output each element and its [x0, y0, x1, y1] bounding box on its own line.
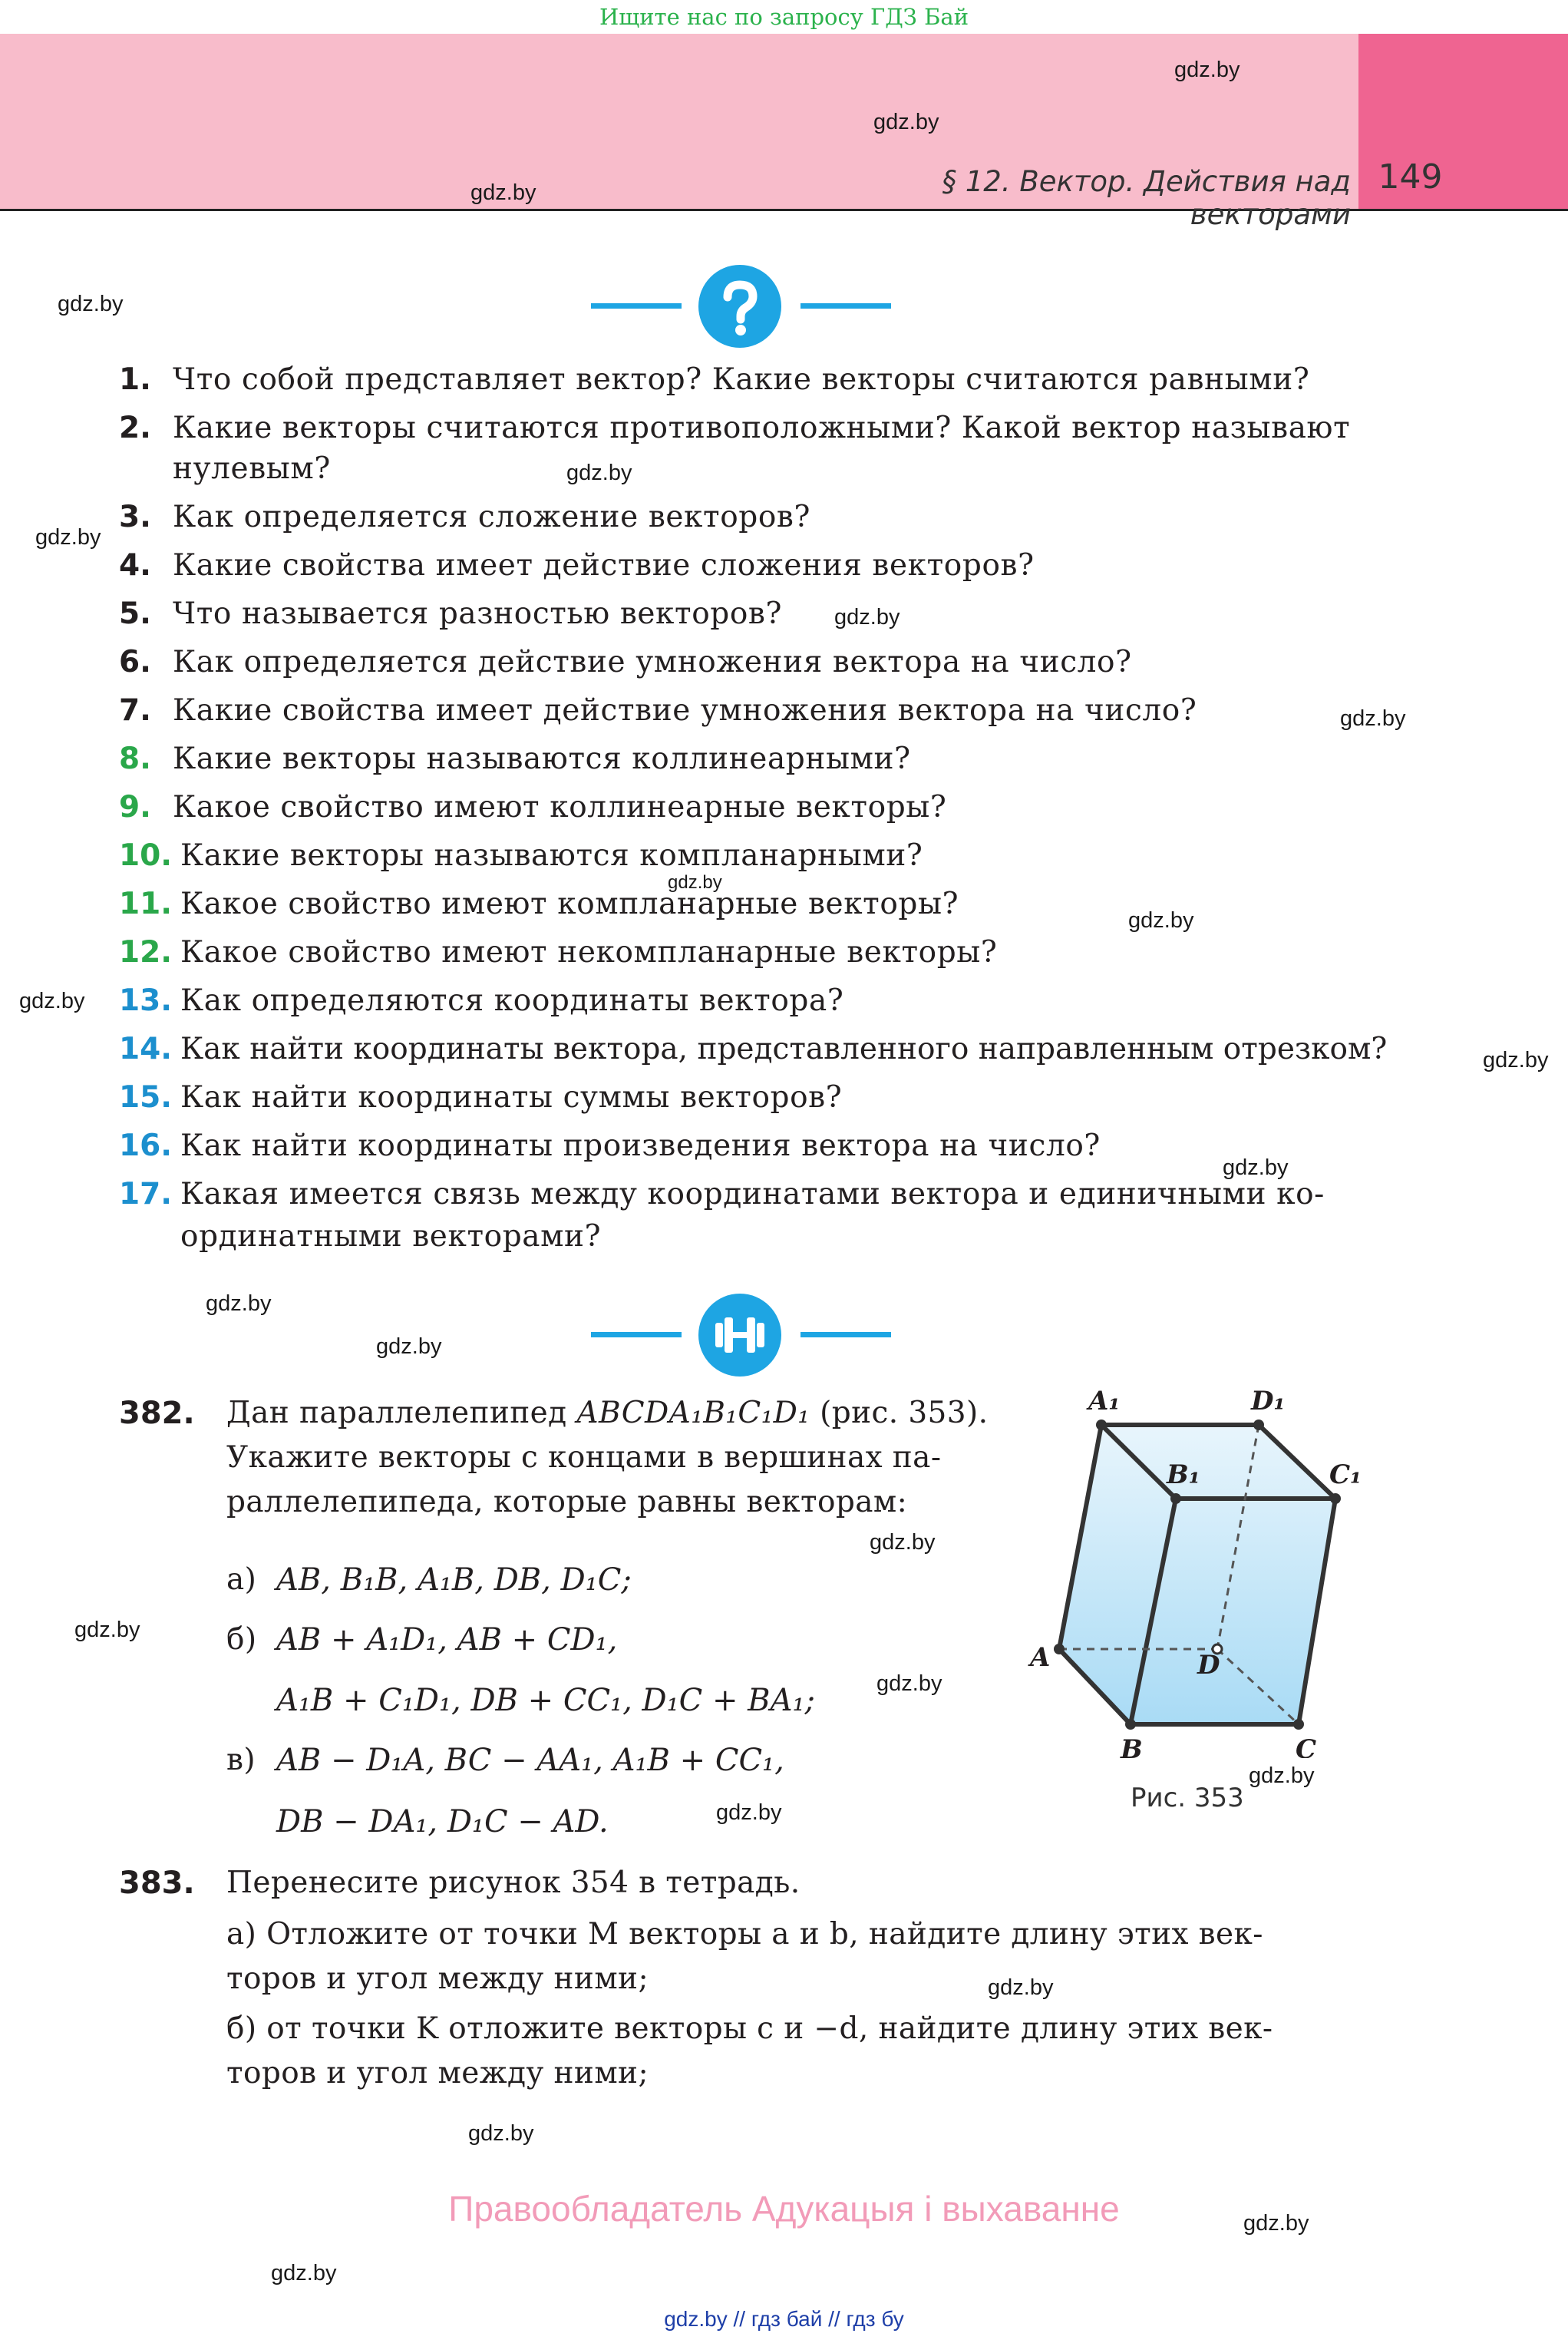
footer-links[interactable]: gdz.by // гдз бай // гдз бу: [664, 2307, 904, 2331]
divider-left: [591, 1332, 682, 1337]
watermark: gdz.by: [876, 1671, 942, 1696]
exercise-text: торов и угол между ними;: [226, 1962, 649, 1996]
exercise-number: 382.: [119, 1396, 195, 1431]
watermark: gdz.by: [271, 2261, 337, 2285]
exercise-number: 383.: [119, 1866, 195, 1901]
watermark: gdz.by: [470, 180, 536, 205]
question-number: 10.: [119, 838, 173, 873]
watermark: gdz.by: [873, 110, 939, 134]
question-number: 9.: [119, 790, 151, 825]
question-mark-icon: [698, 265, 781, 348]
watermark: gdz.by: [1483, 1048, 1549, 1072]
vertex-label: A: [1030, 1642, 1051, 1673]
dumbbell-icon: [698, 1294, 781, 1377]
figure-caption: Рис. 353: [1131, 1783, 1244, 1813]
divider-right: [801, 303, 891, 309]
question-text: Как определяется сложение векторов?: [173, 500, 810, 534]
watermark: gdz.by: [468, 2121, 534, 2146]
exercise-text: Перенесите рисунок 354 в тетрадь.: [226, 1866, 801, 1900]
watermark: gdz.by: [566, 461, 632, 485]
question-text: Какие свойства имеет действие умножения вектора на число?: [173, 693, 1197, 728]
question-number: 2.: [119, 411, 151, 445]
exercise-text: а) Отложите от точки M векторы a и b, найдите длину этих век-: [226, 1917, 1263, 1952]
watermark: gdz.by: [376, 1334, 442, 1359]
watermark: gdz.by: [58, 292, 124, 316]
question-text: Как найти координаты произведения вектора на число?: [180, 1129, 1101, 1163]
question-number: 14.: [119, 1032, 173, 1066]
vertex-point: [1170, 1493, 1181, 1504]
page-number: 149: [1378, 157, 1443, 197]
item-label: а): [226, 1562, 257, 1597]
vertex-label: C₁: [1329, 1459, 1362, 1490]
exercise-text-end: (рис. 353).: [810, 1396, 989, 1430]
watermark: gdz.by: [870, 1530, 936, 1555]
watermark: gdz.by: [35, 525, 101, 550]
vector-expression: AB − D₁A, BC − AA₁, A₁B + CC₁,: [276, 1743, 784, 1778]
exercise-text: б) от точки K отложите векторы c и −d, найдите длину этих век-: [226, 2011, 1273, 2046]
watermark: gdz.by: [19, 989, 85, 1013]
question-text: Что называется разностью векторов?: [173, 597, 783, 631]
question-number: 16.: [119, 1129, 173, 1163]
question-number: 17.: [119, 1177, 173, 1211]
vertex-label: A₁: [1088, 1386, 1121, 1416]
vertex-point: [1330, 1493, 1341, 1504]
vector-expression: AB + A₁D₁, AB + CD₁,: [276, 1622, 618, 1658]
parallelepiped-figure: [1013, 1374, 1366, 1758]
watermark: gdz.by: [1128, 908, 1194, 933]
question-number: 5.: [119, 597, 151, 631]
question-number: 15.: [119, 1080, 173, 1115]
watermark: gdz.by: [206, 1291, 272, 1316]
question-text: нулевым?: [173, 451, 331, 486]
vector-expression: AB, B₁B, A₁B, DB, D₁C;: [276, 1562, 632, 1598]
question-number: 11.: [119, 887, 173, 921]
watermark: gdz.by: [1243, 2211, 1309, 2236]
item-label: б): [226, 1622, 257, 1657]
vertex-label: C: [1296, 1734, 1317, 1758]
watermark: gdz.by: [716, 1800, 782, 1825]
question-number: 1.: [119, 362, 151, 397]
question-text: ординатными векторами?: [180, 1219, 602, 1254]
question-text: Какое свойство имеют коллинеарные векторы?: [173, 790, 947, 825]
exercise-text: Укажите векторы с концами в вершинах па-: [226, 1440, 942, 1475]
section-title: § 12. Вектор. Действия над векторами: [942, 165, 1351, 231]
divider-left: [591, 303, 682, 309]
vertex-label: D: [1197, 1650, 1220, 1681]
vertex-point: [1125, 1719, 1136, 1730]
exercise-text: [226, 1396, 988, 1430]
watermark: gdz.by: [988, 1975, 1054, 2000]
question-text: Какие векторы считаются противоположными? Какой вектор называют: [173, 411, 1351, 445]
vertex-label: D₁: [1251, 1386, 1286, 1416]
question-text: Что собой представляет вектор? Какие векторы считаются равными?: [173, 362, 1310, 397]
item-label: в): [226, 1743, 256, 1777]
question-text: Какое свойство имеют компланарные векторы?: [180, 887, 959, 921]
vector-expression: A₁B + C₁D₁, DB + CC₁, D₁C + BA₁;: [276, 1683, 815, 1718]
question-number: 12.: [119, 935, 173, 970]
vertex-point: [1096, 1420, 1107, 1430]
question-text: Какие свойства имеет действие сложения векторов?: [173, 548, 1035, 583]
question-number: 4.: [119, 548, 151, 583]
vertex-point: [1293, 1719, 1304, 1730]
question-number: 7.: [119, 693, 151, 728]
divider-right: [801, 1332, 891, 1337]
copyright-notice: Правообладатель Адукацыя і выхаванне: [448, 2189, 1120, 2229]
watermark: gdz.by: [1223, 1155, 1289, 1180]
question-text: Какие векторы называются компланарными?: [180, 838, 923, 873]
question-text: Как определяются координаты вектора?: [180, 983, 844, 1018]
exercise-text: торов и угол между ними;: [226, 2056, 649, 2090]
question-number: 13.: [119, 983, 173, 1018]
question-text: Как найти координаты суммы векторов?: [180, 1080, 843, 1115]
exercise-text-start: Дан параллелепипед: [226, 1396, 577, 1430]
watermark: gdz.by: [1249, 1763, 1315, 1788]
watermark: gdz.by: [668, 872, 722, 893]
watermark: gdz.by: [1174, 58, 1240, 82]
question-text: Как определяется действие умножения вектора на число?: [173, 645, 1132, 679]
watermark: gdz.by: [74, 1618, 140, 1642]
vertex-point: [1253, 1420, 1264, 1430]
vertex-label: B₁: [1167, 1459, 1200, 1490]
question-number: 8.: [119, 742, 151, 776]
question-text: Какие векторы называются коллинеарными?: [173, 742, 911, 776]
vertex-point: [1054, 1644, 1065, 1654]
question-text: Как найти координаты вектора, представленного направленным отрезком?: [180, 1032, 1388, 1066]
exercise-text: раллелепипеда, которые равны векторам:: [226, 1485, 908, 1519]
parallelepiped-name: ABCDA₁B₁C₁D₁: [576, 1396, 810, 1430]
question-number: 6.: [119, 645, 151, 679]
top-banner: Ищите нас по запросу ГДЗ Бай: [599, 4, 969, 30]
question-number: 3.: [119, 500, 151, 534]
watermark: gdz.by: [834, 605, 900, 630]
vertex-label: B: [1121, 1734, 1143, 1758]
question-text: Какое свойство имеют некомпланарные векторы?: [180, 935, 998, 970]
question-text: Какая имеется связь между координатами вектора и единичными ко-: [180, 1177, 1325, 1211]
vector-expression: DB − DA₁, D₁C − AD.: [276, 1804, 609, 1839]
watermark: gdz.by: [1340, 706, 1406, 731]
